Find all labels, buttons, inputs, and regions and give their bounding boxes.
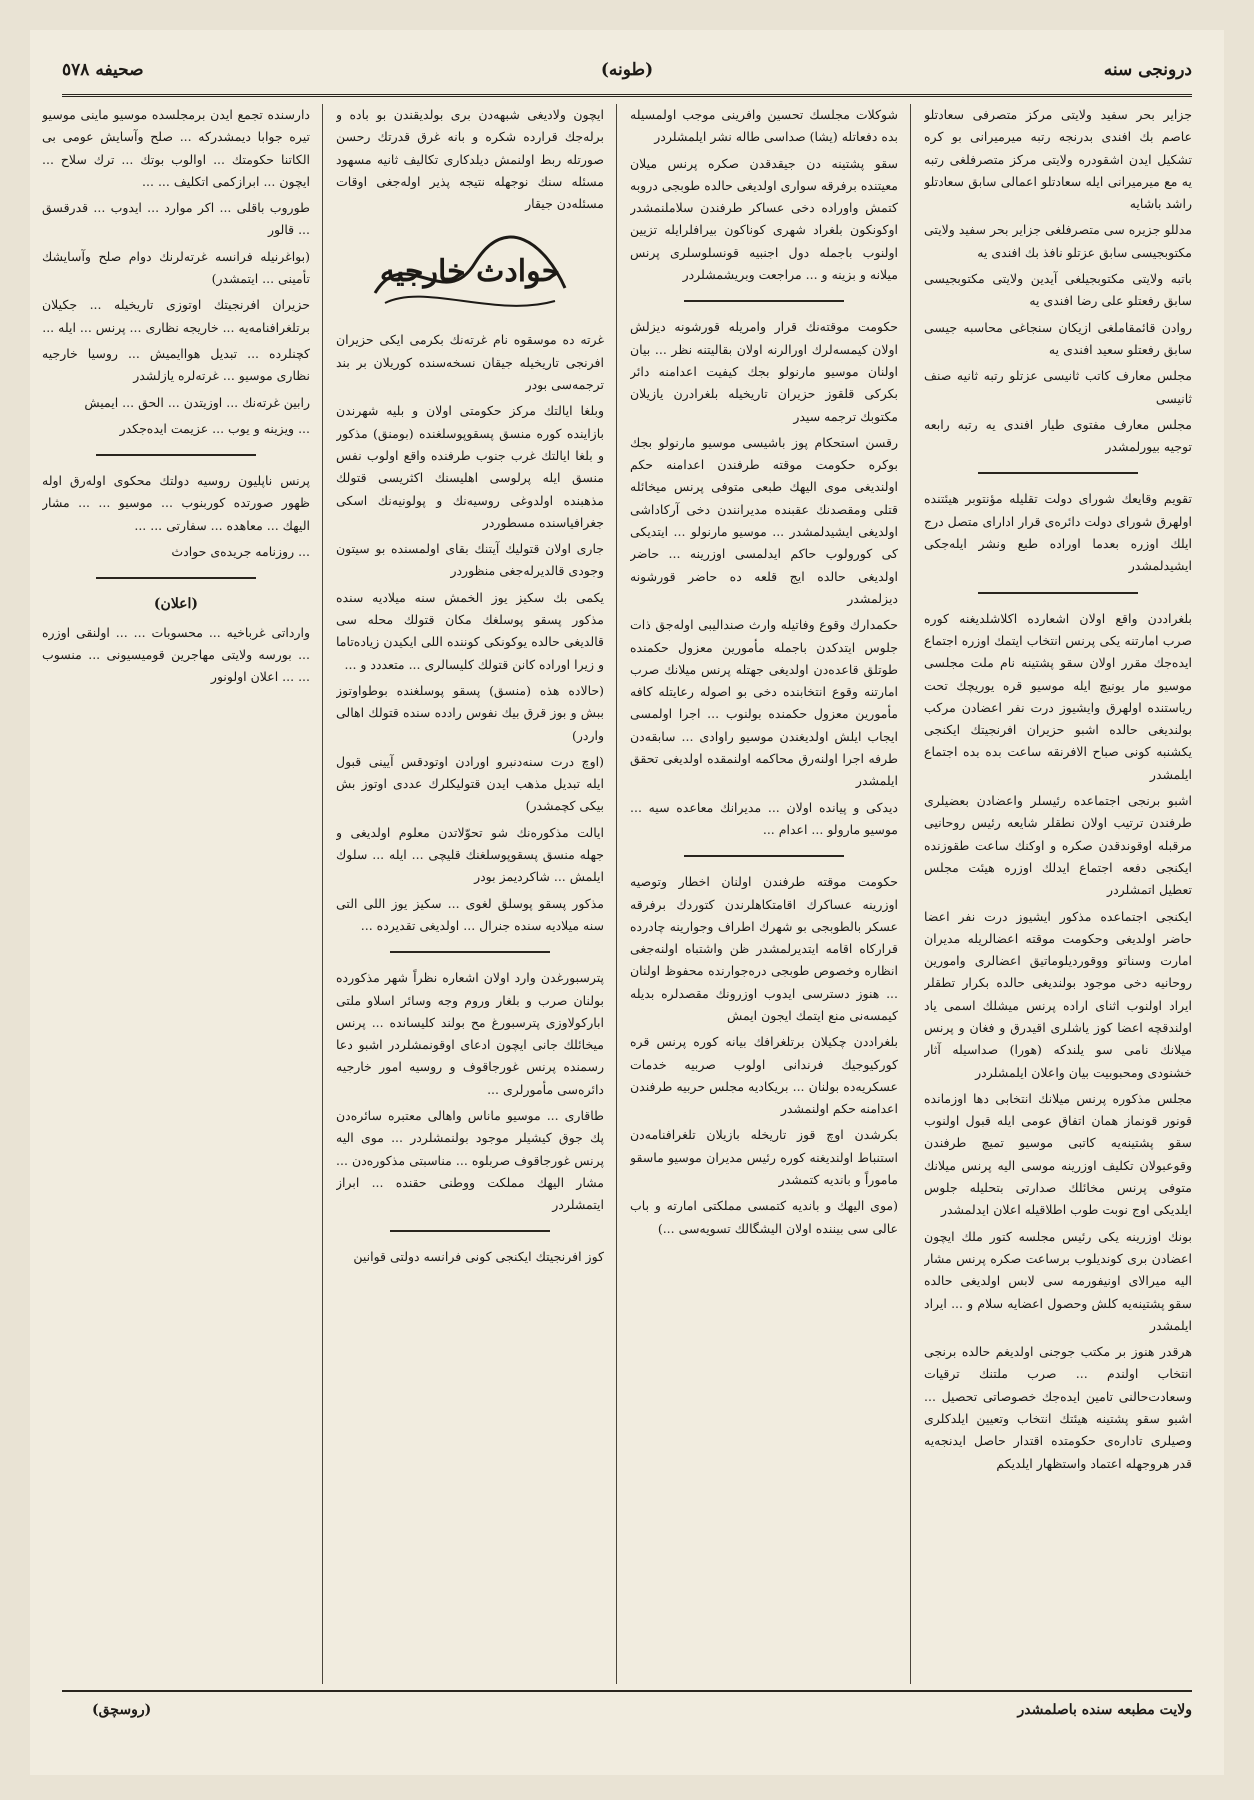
paragraph: جزایر بحر سفید ولایتی مرکز متصرفی سعادتلو عاصم بك افندی بدرنجه رتبه میرمیرانی بو کره تشکیل ایدن اشقودره ولایتی مرکز متصرفلغی رتبه یه مع میرمیرانی ایله سعادتلو اعمالی سابق سعادتلو راشد باشایه <box>924 107 1192 212</box>
footer <box>62 1698 1192 1728</box>
paragraph: بلغراددن چکیلان برتلغرافك بیانه کوره پرنس قره کورکیوجیك فرندانی اولوب صربیه خدمات عسکریه‌ده بولنان ... بریکادیه مجلس حربیه طرفندن اعدامنه حکم اولنمشدر <box>630 1034 898 1117</box>
section-rule <box>390 951 551 953</box>
paragraph: کچنلرده ... تبدیل هواایمیش ... روسیا خارجیه نظاری موسیو ... غرته‌لره یازلشدر <box>42 345 310 384</box>
paragraph: ... روزنامه جریده‌ی حوادث <box>171 544 310 560</box>
header-page-number: صحیفه ٥٧٨ <box>62 60 144 80</box>
section-title: حوادث خارجیه <box>379 254 561 290</box>
paragraph: روادن قائمقاملغی ازیکان سنجاغی محاسبه جیسی سابق رفعتلو سعید افندی یه <box>924 319 1192 357</box>
section-rule <box>978 472 1139 474</box>
paragraph: ایچون ولادیغی شبهه‌دن بری بولدیقندن بو باده و برله‌جك قرارده شکره و بانه غرق قدرتك رحسن صورتله ربط اولنمش دیلدکاری تکالیف ثانیه مسهود مسئله سنك نوجهله نتیجه پذیر اوله‌جغی اوقات مسئله‌دن جیقار <box>336 107 604 212</box>
paragraph: جاری اولان قتولیك آیتنك بقای اولمسنده بو سیتون وجودی قالدیرله‌جغی منظوردر <box>336 541 604 579</box>
paragraph: ایکنجی اجتماعده مذکور ایشیوز درت نفر اعضا حاضر اولدیغی وحکومت موقته اعضالریله مدیران امارت وسناتو ووقوردیلوماتیق اعضالری وامورین روحانیه دخی موجود بولندیغی حالده بکرار تطقلر ایراد اولنوب اثنای اراده پرنس میشلك اسمی یاد اولندقچه اعضا کوز یاشلری اقیدرق و فغان و پرنس میلانك نامی سو یلندکه (هورا) صداسیله آثار خشنودی ومحبوبیت بیان واعلان ایلمشلردر <box>924 908 1192 1080</box>
paragraph: حکمدارك وقوع وفاتیله وارث صندالیبی اوله‌جق ذات جلوس ایتدکدن باجمله مأمورین معزول حکمنده طوتلق قاعده‌دن اولدیغی جهتله پرنس میلانك صرب امارتنه وقوع انتخابنده دخی بو اصوله رعایتله کافه مأمورین معزول حکمنده بولنوب ... اجرا اولمسی ایجاب ایلش اولدیغندن موسیو راوادی ... سابقه‌دن طرفه اجرا اولنه‌رق محاکمه اولنمقده اولدیغی تحقق ایلمشدر <box>630 617 898 789</box>
paragraph: حزیران افرنجیتك اوتوزی تاریخیله ... جکیلان برتلغرافنامه‌یه ... خاریجه نظاری ... پرنس ... ایله ... <box>42 297 310 335</box>
header-issue: درونجی سنه <box>1103 60 1192 80</box>
announcement-heading: (اعلان) <box>153 596 199 613</box>
paragraph: مذکور پسقو پوسلق لغوی ... سکیز یوز اللی التی سنه میلادیه سنده جنرال ... اولدیغی تقدیرده ... <box>336 895 604 933</box>
paragraph: کوز افرنجیتك ایکنجی کونی فرانسه دولتی قوانین <box>353 1249 604 1265</box>
paragraph: ... ویزینه و یوب ... عزیمت ایده‌جکدر <box>119 420 310 436</box>
appointments-article <box>924 104 1192 458</box>
column-1 <box>924 104 1192 1684</box>
column-divider <box>322 104 323 1684</box>
column-3 <box>336 104 604 1684</box>
paragraph: حکومت موقته‌نك قرار وامریله قورشونه دیزلش اولان کیمسه‌لرك اورالرنه اولان بقالیتنه نظر ... بیان اولنان موسیو مارنولو بجك کیفیت اعدامنه دائر بکرکی قلقوز حزیران تاریخیله بلغرادرن یازیلان مکتوبك ترجمه سیدر <box>630 319 898 424</box>
column-divider <box>616 104 617 1684</box>
paragraph: رابین غرته‌نك ... اوزیتدن ... الحق ... ایمیش <box>84 394 310 410</box>
header-title: (طونه) <box>600 60 654 80</box>
header-rule <box>62 94 1192 97</box>
printer-imprint: ولایت مطبعه سنده باصلمشدر <box>1017 1702 1192 1718</box>
paragraph: باتبه ولایتی مکتوبجیلغی آیدین ولایتی مکتوبجیسی سابق رفعتلو علی رضا افندی یه <box>924 271 1192 309</box>
paragraph: مدللو جزیره سی متصرفلغی جزایر بحر سفید ولایتی مکتوبجیسی سابق عزتلو نافذ بك افندی یه <box>924 222 1192 260</box>
paragraph: ایالت مذکوره‌نك شو تحوّلاتدن معلوم اولدیغی و جهله منسق پسقوپوسلغنك قلیچی ... ایله ... سلوك ایلمش ... شاکردیمز بودر <box>336 824 604 885</box>
paragraph: طوروب باقلی ... اکر موارد ... ایدوب ... قدرقسق ... قالور <box>42 200 310 238</box>
section-rule <box>96 577 257 579</box>
section-rule <box>96 454 257 456</box>
masthead <box>62 50 1192 90</box>
column-2 <box>630 104 898 1684</box>
paragraph: (موی الیهك و باندیه کتمسی مملکتی امارته و باب عالی سی بیننده اولان الیشگالك تسویه‌سی ...) <box>630 1198 898 1236</box>
section-rule <box>978 592 1139 594</box>
paragraph: هرقدر هنوز بر مکتب جوجنی اولدیغم حالده برنجی انتخاب اولندم ... صرب ملتنك ترقیات وسعادت‌حالنی تامین ایده‌جك خصوصاتی تحصیل ... اشبو سقو پشتینه هیئتك انتخاب وتعیین ایلدکلری وصیلری تاداره‌ی حکومتده اقتدار حاصل ایدنجه‌یه قدر هروجهله اعتماد واستظهار ایلدیکم <box>924 1344 1192 1471</box>
paragraph: بونك اوزرینه یکی رئیس مجلسه کتور ملك ایچون اعضادن بری کوندیلوب برساعت صکره پرنس مشار الیه میرالای اونیفورمه سی لابس اولدیغی حالده سقو پشتینه‌یه کلش وحصول اعضایه سلام و ... ایراد ایلمشدر <box>924 1228 1192 1333</box>
paragraph: مجلس معارف مفتوی طیار افندی یه رتبه رابعه توجیه بیورلمشدر <box>924 416 1192 455</box>
section-rule <box>684 855 845 857</box>
paragraph: (حالاده هذه (منسق) پسقو پوسلغنده بوطواوتوز ببش و بوز قرق بیك نفوس رادده سنده قتولك اهالی واردر) <box>336 682 604 743</box>
paragraph: دیدکی و پیانده اولان ... مدیرانك معاعده سیه ... موسیو مارولو ... اعدام ... <box>630 799 898 837</box>
city-name: (روسچق) <box>92 1702 152 1718</box>
footer-rule <box>62 1690 1192 1692</box>
paragraph: شوکلات مجلسك تحسین وافرینی موجب اولمسیله بده دفعاتله (یشا) صداسی طاله نشر ایلمشلردر <box>630 107 898 145</box>
paragraph: بکرشدن اوچ قوز تاریخله بازیلان تلغرافنامه‌دن استنباط اولندیغنه کوره رئیس مدیران موسیو ماسقو ماموراً و باندیه کتمشدر <box>630 1127 898 1188</box>
paragraph: رقسن استحکام پوز باشیسی موسیو مارنولو بجك بوکره حکومت موقته طرفندن اعدامنه حکم اولندیغی موی الیهك طبعی متوفی پرنس میخائله قتلی ومقصدنك عقبنده مدیرانندن دخی آرکاداشی اولدیغی ایشیدلمشدر ... موسیو مارنولو ... ایتدیکی کی کورولوب حاکم ایدلمسی اوزرینه ... حاضر اولدیغی حالده ایج قلعه ده حاضر قورشونه دیزلمشدر <box>630 434 898 606</box>
section-rule <box>684 300 845 302</box>
paragraph: طاقاری ... موسیو ماناس واهالی معتبره سائره‌دن پك جوق کیشیلر موجود بولنمشلردر ... موی الیه پرنس غورجاقوف صربلوه ... مناسبتی مذکوره‌دن ... مشار الیهك مملکت ووطنی حقنده ... ابراز ایتمشلردر <box>336 1107 604 1213</box>
section-title-block <box>336 223 604 323</box>
calligraphy-ornament <box>355 223 585 323</box>
newspaper-page <box>30 30 1224 1775</box>
paragraph: بلغراددن واقع اولان اشعارده اکلاشلدیغنه کوره صرب امارتنه یکی پرنس انتخاب ایتمك اوزره اجتماع ایده‌جك مقرر اولان سقو پشتینه نام ملت مجلسی موسیو مار یونیچ ایله موسیو قره یوریچك تحت ریاستنده اولهرق وایشیوز درت نفر اعضادن مرکب بولندیغی حالده اشبو حزیران افرنجیتك ایکنجی یکشنبه کونی صباح الافرنقه ساعت بده بده اجتماع ایلمشدر <box>924 610 1192 782</box>
paragraph: مجلس مذکوره پرنس میلانك انتخابی دها اوزمانده قونور قونماز همان اتفاق عومی ایله قبول اولنوب سقو پشتینه‌یه کاتبی موسیو تمیچ طرفندن وقوعبولان تکلیف اوزرینه موسی الیه پرنس میلانك متوفی پرنس مخائلك صدارتی بتحلیله جلوس ایلدیکی اوج نوبت طوب اطلاقیله اعلان ایدلمشدر <box>924 1090 1192 1218</box>
paragraph: غرته ده موسقوه نام غرته‌نك بکرمی ایکی حزیران افرنجی تاریخیله جیقان نسخه‌سنده کوریلان بر بند ترجمه‌سی بودر <box>336 332 604 393</box>
paragraph: اشبو برنجی اجتماعده رئیسلر واعضادن بعضیلری طرفندن ترتیب اولان نطقلر شایعه رئیس روحانیی مرقبله اوقوندقدن صکره و اوکنك ساعت طقوزنده ایکنجی دفعه اجتماع ایدلك اوزره هیئت مجلس تعطیل اتمشلردر <box>924 793 1192 898</box>
paragraph: حکومت موقته طرفندن اولنان اخطار وتوصیه اوزرینه عساکرك اقامتکاهلرندن کتوردك برفرقه عسکر بالطوبجی بو شهرك اطراف وجوارینه چادرده قرارکاه اقامه ایتدیرلمشدر ظن واشتباه اولنه‌جغی انظاره وخصوص طوبجی دره‌جوارنده محفوظ اولنان ... هنوز دسترسی ایدوب اوزرونك مقصدلره بدیله کیمسه‌نی منع ایتمك ایجون ایمش <box>630 874 898 1023</box>
column-4 <box>42 104 310 1684</box>
paragraph: یکمی بك سکیز یوز الخمش سنه میلادیه سنده مذکور پسقو پوسلغك مکان قتولك محله سی قالدیغی حالده یوکونکی کوننده اللی ایکیدن زیاده‌تاما و زیرا اوراده کانن قتولك کلیسالری ... متعددد و ... <box>336 589 604 672</box>
paragraph: سقو پشتینه دن جیقدقدن صکره پرنس میلان معیتنده برفرقه سواری اولدیغی حالده طوبجی دروبه کتمش واوراده دخی عساکر طرفندن سلاملنمشدر اوکونکون بلغراد شهری کوناکون بیرافلرایله تزیین اولنوب باجمله دول اجنبیه قونسلوسلری پرنس میلانه و بزینه و ... مراجعت وبریشمشلردر <box>630 155 898 283</box>
paragraph: (بواغرنیله فرانسه غرته‌لرنك دوام صلح وآسایشك تأمینی ... ایتمشدر) <box>42 248 310 287</box>
paragraph: (اوچ درت سنه‌دنبرو اورادن اوتودقس آیینی قبول ایله تبدیل مذهب ایدن قتولیکلرك عددی اوتوز بش بیکی کچمشدر) <box>336 753 604 814</box>
paragraph: پرنس ناپلیون روسیه دولتك محکوی اوله‌رق اوله ظهور صورتده کوربنوب ... موسیو ... ... مشار الیهك ... معاهده ... سفارتی ... ... <box>42 473 310 533</box>
section-rule <box>390 1230 551 1232</box>
column-divider <box>910 104 911 1684</box>
paragraph: تقویم وقایعك شورای دولت تقلیله مؤنتوبر هیئتنده اولهرق شورای دولت دائره‌ی قرار ادارای متصل درج ایلك اوزره بعدما اوراده طبع ونشر ایله‌جکی ایشیدلمشدر <box>924 491 1192 574</box>
paragraph: مجلس معارف کاتب ثانیسی عزتلو رتبه ثانیه صنف ثانیسی <box>924 368 1192 406</box>
announcement-text: وارداتی غرباخیه ... محسوبات ... ... اولنقی اوزره ... بورسه ولایتی مهاجرین قومیسیونی ... منسوب ... ... اعلان اولونور <box>42 624 310 685</box>
paragraph: وبلغا ایالتك مرکز حکومتی اولان و بلیه شهرندن بازاینده کوره منسق پسقوپوسلغنده (بومنق) مذکور و بلغا ایالتك غرب جنوب طرفنده واقع اولوب نفس منسق ایله پرلوسی اهلیسنك اکثریسی قتولك مذهبنده اولدوغی روسیه‌نك و پولونیه‌نك اسکی جغرافیاسنده مسطوردر <box>336 403 604 530</box>
paragraph: پترسبورغدن وارد اولان اشعاره نظراً شهر مذکورده بولنان صرب و بلغار وروم وجه وسائر اسلاو ملتی ابارکولاوزی پترسبورغ مح بولند کلیسانده ... پرنس میخائلك جانی ایچون ادعای اوقونمشلردر اشبو دعا رسمنده پرنس غورجاقوف و روسیه امور خارجیه دائره‌سی مأمورلری ... <box>336 970 604 1097</box>
paragraph: دارسنده تجمع ایدن برمجلسده موسیو ماینی موسیو تیره جوابا دیمشدرکه ... صلح وآسایش عومی بی الکاتنا حکومتك ... اوالوب بوتك ... ترك سلاح ... ایچون ... ابرازکمی اتکلیف ... ... <box>42 107 310 189</box>
